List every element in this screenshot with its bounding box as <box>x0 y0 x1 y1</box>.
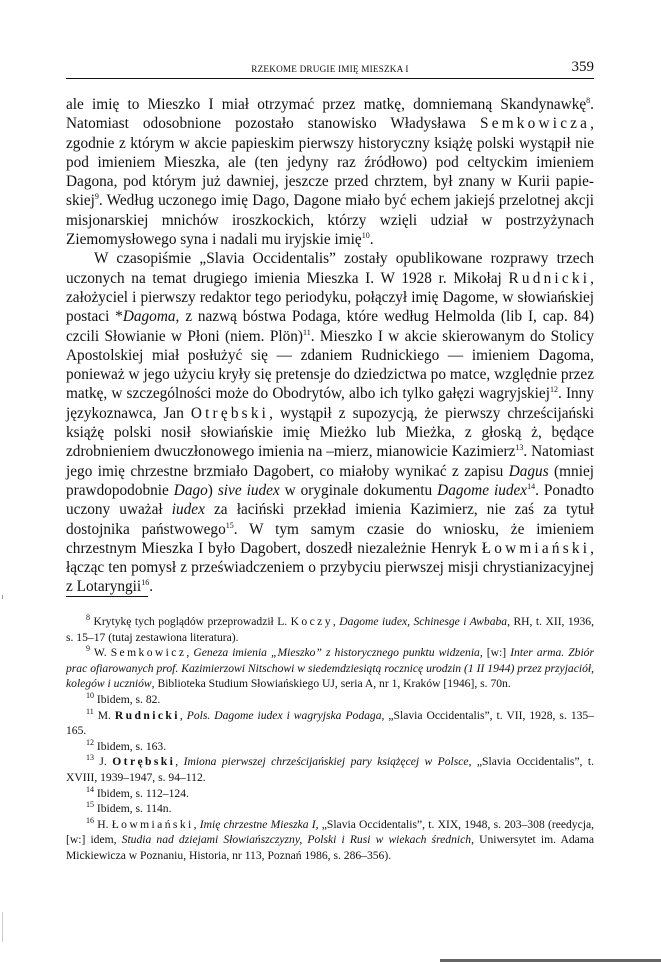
author-name: Otrębski <box>190 404 270 422</box>
footnote-ref[interactable]: 14 <box>527 481 536 491</box>
running-title: RZEKOME DRUGIE IMIĘ MIESZKA I <box>251 64 409 74</box>
author-name: Semkowicza <box>480 115 591 133</box>
page-number: 359 <box>571 59 594 75</box>
footnote-ref[interactable]: 13 <box>515 443 524 453</box>
footnote-14: $^{14}$ Ibidem, s. 112–124. <box>86 784 189 800</box>
footnote-ref[interactable]: 16 <box>141 578 150 588</box>
footnote-ref[interactable]: 15 <box>225 520 234 530</box>
header-rule <box>66 78 594 79</box>
footnote-15: $^{15}$ Ibidem, s. 114n. <box>86 800 172 816</box>
footnotes <box>66 614 594 864</box>
paragraph-1: ale imię to Mieszko I miał otrzymać przez matkę, domniemaną Skandynawkę$^8$. Natomiast odosobnione pozostało stanowisko Władysława Semkowicza, zgodnie z którym w akcie papieskim pierwszy historyczny książę polski wystąpił nie pod imieniem Mieszka, ale (ten jedyny raz źródłowo) pod celtyckim imieniem Dagona, pod którym już dawniej, jeszcze przed chrztem, był znany w Kurii papieskiej$^9$. Według uczonego imię Dago, Dagone miało być echem jakiejś przelotnej akcji misjonarskiej mnichów iroszkockich, którzy wzięli udział w postrzyżynach Ziemomysłowego syna i nadali mu iryjskie imię$^{10}$. <box>66 95 594 249</box>
footnote-separator <box>66 596 148 597</box>
footnote-16: $^{16}$ H. Łowmiański, Imię chrzestne Mieszka I, „Slavia Occidentalis”, t. XIX, 1948, s. 203–308 (reedycja, [w:] idem, Studia nad dziejami Słowiańszczyzny, Polski i Rusi w wiekach średnich, Uniwersytet im. Adama Mickiewicza w Poznaniu, Historia, nr 113, Poznań 1986, s. 286–356). <box>66 815 594 862</box>
footnote-12: $^{12}$ Ibidem, s. 163. <box>86 737 167 753</box>
paragraph-2: W czasopiśmie „Slavia Occidentalis” zostały opublikowane rozprawy trzech uczonych na temat drugiego imienia Mieszka I. W 1928 r. Mikołaj Rudnicki, założyciel i pierwszy redaktor tego periodyku, połączył imię Dagome, w słowiańskiej postaci *Dagoma, z nazwą bóstwa Podaga, które według Helmolda (lib I, cap. 84) czcili Słowianie w Płoni (niem. Plön)$^{11}$. Mieszko I w akcie skierowanym do Stolicy Apostolskiej miał posłużyć się — zdaniem Rudnickiego — imieniem Dagoma, ponieważ w jego użyciu kryły się pretensje do dziedzictwa po matce, względnie przez matkę, w szczególności może do Obodrytów, albo ich tylko gałęzi wagryjskiej$^{12}$. Inny językoznawca, Jan Otrębski, wystąpił z supozycją, że pierwszy chrześcijański książę polski nosił słowiańskie imię Mieżko lub Mieżka, z głoską ż, będące zdrobnieniem dwuczłonowego imienia na –mierz, mianowicie Kazimierz$^{13}$. Natomiast jego imię chrzestne brzmiało Dagobert, co miałoby wynikać z zapisu Dagus (mniej prawdopodobnie Dago) sive iudex w oryginale dokumentu Dagome iudex$^{14}$. Ponadto uczony uważał iudex za łaciński przekład imienia Kazimierz, nie zaś za tytuł dostojnika państwowego$^{15}$. W tym samym czasie do wniosku, że imieniem chrzestnym Mieszka I było Dagobert, doszedł niezależnie Henryk Łowmiański, łącząc ten pomysł z przeświadczeniem o przybyciu pierwszej misji chrystianizacyjnej z Lotaryngii$^{16}$. <box>66 250 595 596</box>
footnote-10: $^{10}$ Ibidem, s. 82. <box>86 691 161 706</box>
footnote-ref[interactable]: 9 <box>94 192 99 202</box>
scan-mark <box>2 912 3 942</box>
running-header <box>66 60 594 78</box>
scan-mark <box>2 595 3 599</box>
footnote-ref[interactable]: 11 <box>302 327 311 337</box>
footnote-8: $^8$ Krytykę tych poglądów przeprowadził L. Koczy, Dagome iudex, Schinesge i Awbaba, RH, t. XII, 1936, s. 15–17 (tutaj zestawiona literatura). <box>66 613 594 644</box>
main-text <box>66 95 594 597</box>
footnote-ref[interactable]: 10 <box>361 230 370 240</box>
footnote-ref[interactable]: 8 <box>586 95 591 105</box>
footnote-11: $^{11}$ M. Rudnicki, Pols. Dagome iudex i wagryjska Podaga, „Slavia Occidentalis”, t. VII, 1928, s. 135–165. <box>66 706 595 738</box>
footnote-ref[interactable]: 12 <box>549 385 558 395</box>
author-name: Rudnicki <box>508 269 591 287</box>
author-name: Łowmiański <box>481 539 591 557</box>
footnote-9: $^9$ W. Semkowicz, Geneza imienia „Mieszko” z historycznego punktu widzenia, [w:] Inter arma. Zbiór prac ofiarowanych prof. Kazimierzowi Nitschowi w siedemdziesiątą rocznicę urodzin (1 II 1944) przez przyjaciół, kolegów i uczniów, Biblioteka Studium Słowiańskiego UJ, seria A, nr 1, Kraków [1946], s. 70n. <box>66 644 594 691</box>
footnote-13: $^{13}$ J. Otrębski, Imiona pierwszej chrześcijańskiej pary książęcej w Polsce, „Slavia Occidentalis”, t. XVIII, 1939–1947, s. 94–112. <box>66 753 594 784</box>
